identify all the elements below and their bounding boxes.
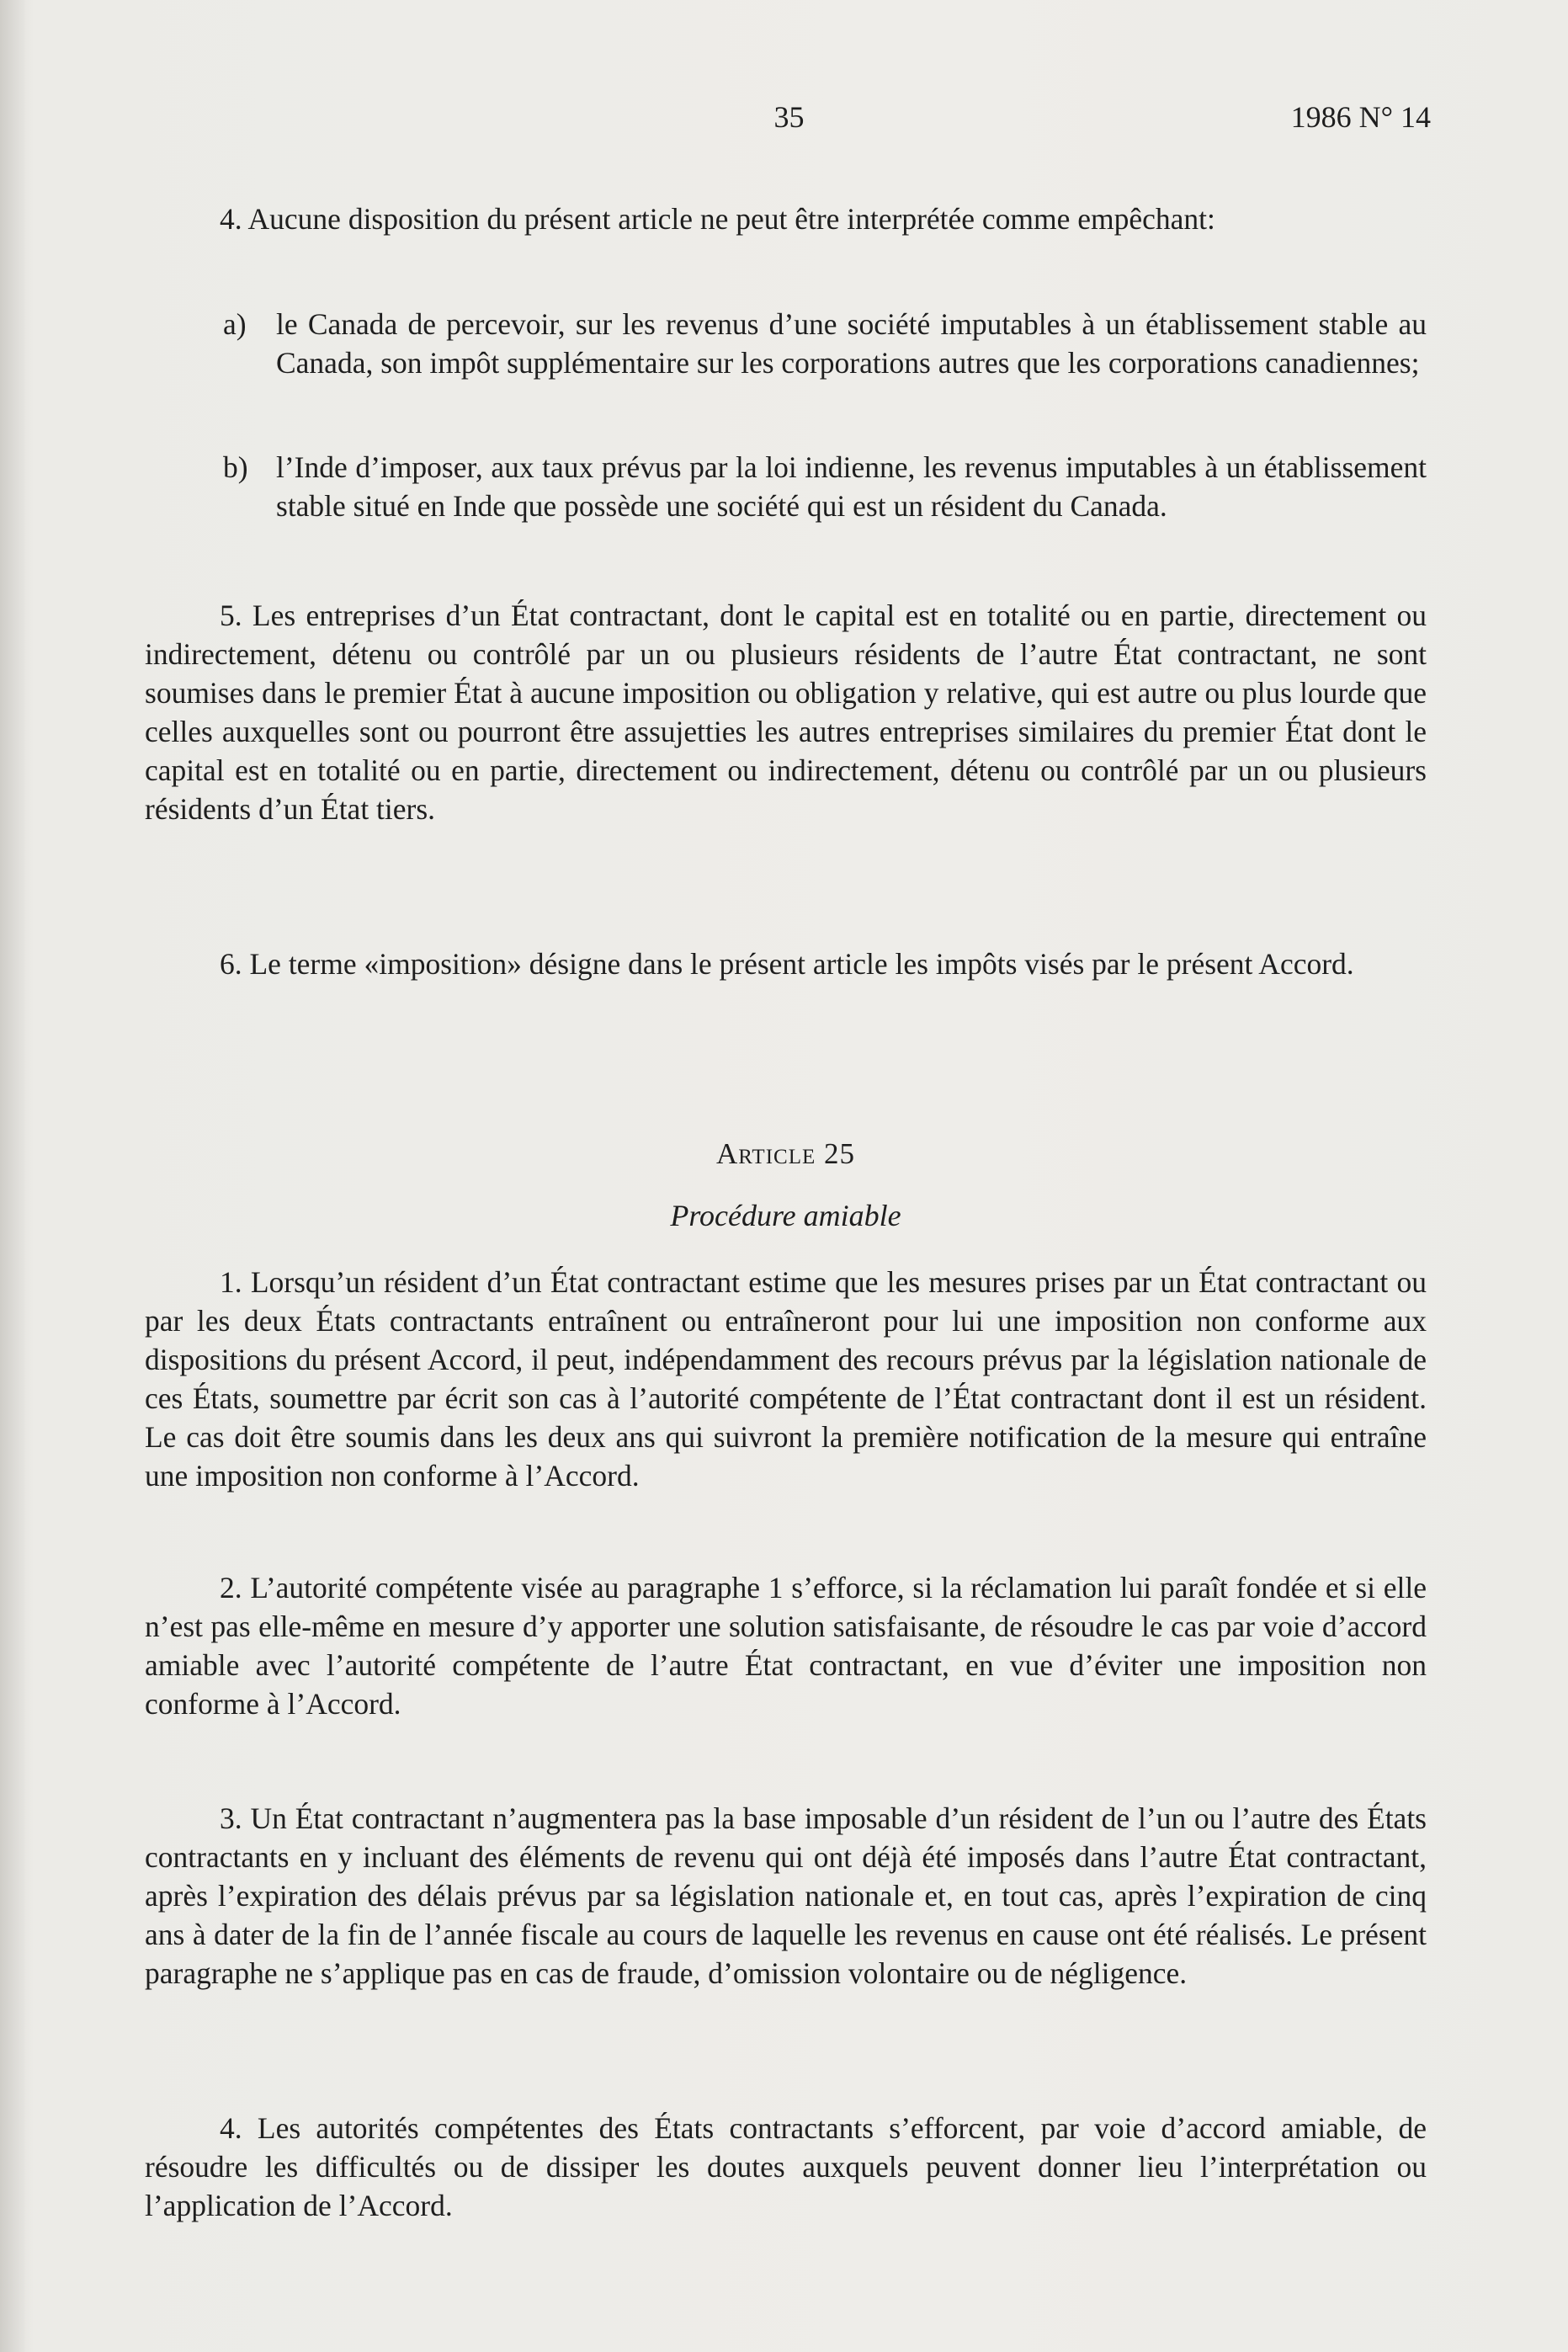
article-paragraph-2: 2. L’autorité compétente visée au paragraphe 1 s’efforce, si la réclamation lui paraît fondée et si elle n’est pas elle-même en mesure d’y apporter une solution satisfaisante, de résoudre le cas par voie d’accord amiable avec l’autorité compétente de l’autre État contractant, en vue d’éviter une imposition non conforme à l’Accord.: [145, 1571, 1427, 1721]
paragraph-4: 4. Aucune disposition du présent article ne peut être interprétée comme empêchant:: [220, 202, 1215, 236]
list-item-b: [223, 448, 1427, 525]
document-reference: 1986 N° 14: [1290, 100, 1431, 134]
article-paragraph-3: 3. Un État contractant n’augmentera pas la base imposable d’un résident de l’un ou l’autre des États contractants en y incluant des éléments de revenu qui ont déjà été imposés dans l’autre État contractant, après l’expiration des délais prévus par sa législation nationale et, en tout cas, après l’expiration de cinq ans à dater de la fin de l’année fiscale au cours de laquelle les revenus en cause ont été réalisés. Le présent paragraphe ne s’applique pas en cas de fraude, d’omission volontaire ou de négligence.: [145, 1801, 1427, 1990]
article-paragraph-4: 4. Les autorités compétentes des États contractants s’efforcent, par voie d’accord amiable, de résoudre les difficultés ou de dissiper les doutes auxquels peuvent donner lieu l’interprétation ou l’application de l’Accord.: [145, 2111, 1427, 2222]
article-subheading: Procédure amiable: [670, 1199, 901, 1232]
article-paragraph-1: 1. Lorsqu’un résident d’un État contractant estime que les mesures prises par un État contractant ou par les deux États contractants entraînent ou entraîneront pour lui une imposition non conforme aux dispositions du présent Accord, il peut, indépendamment des recours prévus par la législation nationale de ces États, soumettre par écrit son cas à l’autorité compétente de l’État contractant dont il est un résident. Le cas doit être soumis dans les deux ans qui suivront la première notification de la mesure qui entraîne une imposition non conforme à l’Accord.: [145, 1265, 1427, 1493]
list-text-a: le Canada de percevoir, sur les revenus d’une société imputables à un établissement stable au Canada, son impôt supplémentaire sur les corporations autres que les corporations canadiennes;: [276, 307, 1427, 380]
list-marker-b: b): [223, 450, 248, 484]
paragraph-5: 5. Les entreprises d’un État contractant, dont le capital est en totalité ou en partie, directement ou indirectement, détenu ou contrôlé par un ou plusieurs résidents de l’autre État contractant, ne sont soumises dans le premier État à aucune imposition ou obligation y relative, qui est autre ou plus lourde que celles auxquelles sont ou pourront être assujetties les autres entreprises similaires du premier État dont le capital est en totalité ou en partie, directement ou indirectement, détenu ou contrôlé par un ou plusieurs résidents d’un État tiers.: [145, 599, 1427, 826]
paragraph-6: 6. Le terme «imposition» désigne dans le présent article les impôts visés par le présent Accord.: [220, 947, 1354, 981]
page-spine-shadow: [0, 0, 25, 2352]
page-number: 35: [773, 100, 805, 134]
page-header: [147, 99, 1431, 150]
article-heading: Article 25: [715, 1137, 855, 1170]
list-item-a: [223, 305, 1427, 382]
list-text-b: l’Inde d’imposer, aux taux prévus par la loi indienne, les revenus imputables à un établissement stable situé en Inde que possède une société qui est un résident du Canada.: [276, 450, 1427, 523]
list-marker-a: a): [223, 307, 247, 341]
